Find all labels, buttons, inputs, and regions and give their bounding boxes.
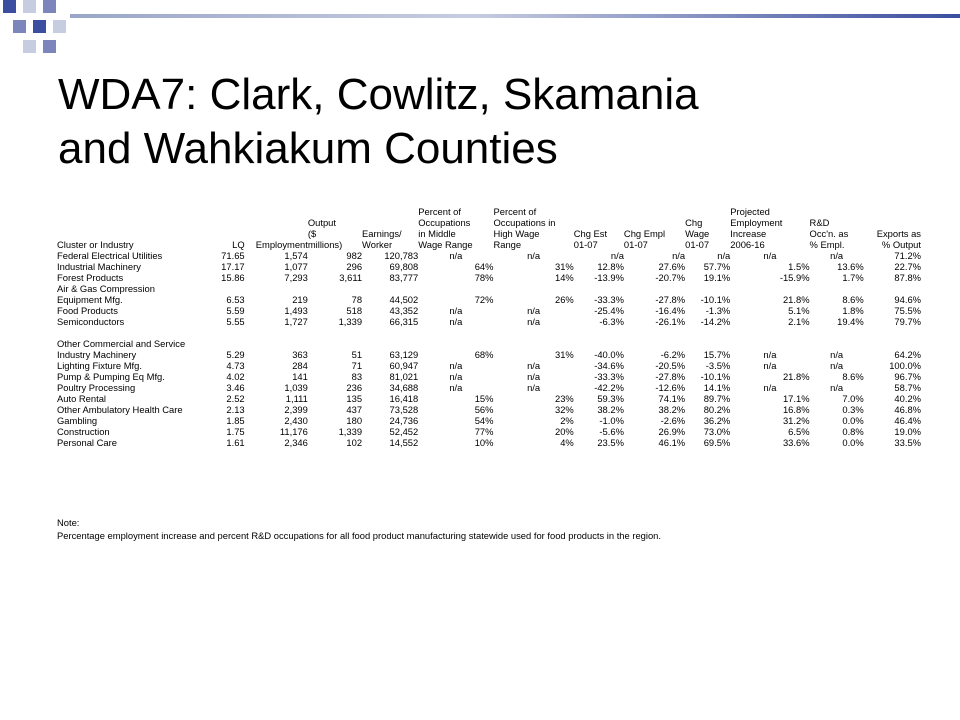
cell-projected: 33.6% [782,437,810,448]
table-row [57,338,921,349]
cell-exports: 22.7% [894,261,921,272]
cell-chg-est [574,327,624,338]
cell-chg-empl: 27.6% [658,261,686,272]
cell-chg-wage: 14.1% [703,382,731,393]
table-row [57,371,921,382]
cell-chg-wage: n/a [717,250,731,261]
decor-square-6 [53,20,66,33]
cell-projected [730,283,809,294]
cell-chg-est: -33.3% [594,294,624,305]
cell-lq: 2.52 [226,393,245,404]
cell-exports: 46.8% [894,404,921,415]
decor-square-4 [13,20,26,33]
cell-middle-wage: 64% [474,261,494,272]
cell-lq [208,338,245,349]
cell-chg-empl: 38.2% [658,404,686,415]
col-header-rd: R&D Occ'n. as % Empl. [809,217,849,250]
cell-projected: 17.1% [782,393,810,404]
cell-high-wage: 23% [554,393,574,404]
col-header-projected: Projected Employment Increase 2006-16 [730,206,783,250]
cell-exports [864,283,921,294]
cell-cluster: Auto Rental [57,393,106,404]
cell-chg-wage: 73.0% [703,426,731,437]
cell-cluster: Federal Electrical Utilities [57,250,163,261]
cell-chg-wage: -14.2% [700,316,731,327]
cell-projected [730,338,809,349]
cell-rd: 7.0% [842,393,864,404]
cell-cluster: Other Ambulatory Health Care [57,404,183,415]
cell-output: 518 [346,305,363,316]
col-header-middle-wage: Percent of Occupations in Middle Wage Range [418,206,473,250]
cell-earnings: 69,808 [389,261,419,272]
cell-chg-empl: 26.9% [658,426,686,437]
decor-square-1 [3,0,16,13]
cell-earnings: 43,352 [389,305,419,316]
cell-middle-wage: n/a [449,382,463,393]
decor-square-7 [23,40,36,53]
cell-earnings: 24,736 [389,415,419,426]
slide-title [58,68,938,176]
cell-chg-est: n/a [610,250,624,261]
cell-exports: 87.8% [894,272,921,283]
cell-exports: 40.2% [894,393,921,404]
cell-chg-empl: -2.6% [660,415,686,426]
table-row [57,393,921,404]
decor-square-8 [43,40,56,53]
cell-exports [864,338,921,349]
cell-employment: 141 [292,371,308,382]
table-row [57,294,921,305]
cell-high-wage: 31% [554,261,574,272]
cell-chg-wage: 80.2% [703,404,731,415]
cell-cluster: Industry Machinery [57,349,137,360]
cell-employment: 2,399 [284,404,308,415]
cell-high-wage: 31% [554,349,574,360]
table-row [57,272,921,283]
cell-middle-wage: 77% [474,426,494,437]
cell-chg-est: -33.3% [594,371,624,382]
cell-rd: 13.6% [837,261,864,272]
cell-chg-wage: 57.7% [703,261,731,272]
cell-projected [730,327,809,338]
cell-lq: 1.61 [226,437,245,448]
cell-projected: 2.1% [788,316,810,327]
cell-rd: 19.4% [837,316,864,327]
cell-chg-wage: -10.1% [700,371,731,382]
cell-earnings: 44,502 [389,294,419,305]
table-row [57,283,921,294]
cell-middle-wage [418,283,493,294]
cell-exports: 46.4% [894,415,921,426]
cell-projected: 21.8% [782,371,810,382]
cell-rd: n/a [830,382,844,393]
cell-employment: 1,493 [284,305,308,316]
cell-chg-est: 23.5% [597,437,624,448]
cell-middle-wage: n/a [449,360,463,371]
cell-chg-empl: -20.5% [655,360,686,371]
cell-projected: 1.5% [788,261,810,272]
cell-projected: n/a [763,382,777,393]
table-row [57,415,921,426]
cell-output: 437 [346,404,363,415]
table-row [57,426,921,437]
cell-high-wage [493,283,573,294]
cell-employment [245,338,308,349]
decor-square-2 [23,0,36,13]
cell-output [308,327,362,338]
cell-output: 1,339 [338,426,363,437]
cell-chg-est: -25.4% [594,305,624,316]
cell-output: 51 [351,349,363,360]
cell-output: 71 [351,360,363,371]
cell-chg-wage: 15.7% [703,349,731,360]
cell-cluster: Food Products [57,305,118,316]
cell-cluster [57,327,208,338]
table-row [57,437,921,448]
cell-chg-empl [624,338,685,349]
cell-lq [208,327,245,338]
cell-rd: 1.7% [842,272,864,283]
cell-output: 135 [346,393,363,404]
cell-rd: n/a [830,349,844,360]
cell-chg-wage: 89.7% [703,393,731,404]
cell-exports: 96.7% [894,371,921,382]
table-row [57,261,921,272]
cell-middle-wage: n/a [449,305,463,316]
cell-lq: 4.73 [226,360,245,371]
cell-chg-empl [624,283,685,294]
cell-chg-wage: 19.1% [703,272,731,283]
cell-chg-est [574,283,624,294]
cell-middle-wage: 54% [474,415,494,426]
cell-earnings [362,327,418,338]
cell-employment [245,327,308,338]
cell-exports: 79.7% [894,316,921,327]
cell-employment: 1,727 [284,316,308,327]
cell-chg-empl: -27.8% [655,294,686,305]
cell-chg-empl [624,327,685,338]
cell-earnings [362,283,418,294]
cell-high-wage: n/a [527,305,541,316]
table-row [57,327,921,338]
col-header-chg-wage: Chg Wage 01-07 [685,217,710,250]
cell-high-wage: 32% [554,404,574,415]
cell-employment: 363 [292,349,308,360]
cell-chg-est: -40.0% [594,349,624,360]
cell-exports: 71.2% [894,250,921,261]
cell-chg-empl: -16.4% [655,305,686,316]
cell-employment: 2,346 [284,437,308,448]
cell-rd [810,283,864,294]
cell-employment: 11,176 [279,426,308,437]
table-row [57,349,921,360]
cell-lq: 15.86 [221,272,245,283]
cell-chg-est: -34.6% [594,360,624,371]
cell-rd: n/a [830,360,844,371]
col-header-chg-empl: Chg Empl 01-07 [623,228,666,250]
cell-cluster: Semiconductors [57,316,125,327]
cell-rd [810,338,864,349]
cell-middle-wage: n/a [449,371,463,382]
cell-chg-est: 38.2% [597,404,624,415]
cell-lq: 4.02 [226,371,245,382]
cell-employment [245,283,308,294]
cell-earnings: 60,947 [389,360,419,371]
cell-chg-empl: -12.6% [655,382,686,393]
cell-middle-wage: n/a [449,316,463,327]
cell-exports [864,327,921,338]
cell-rd [810,327,864,338]
cell-chg-wage: 36.2% [703,415,731,426]
cell-chg-est: 12.8% [597,261,624,272]
cell-lq: 1.85 [226,415,245,426]
cell-projected: 6.5% [788,426,810,437]
cell-employment: 2,430 [284,415,308,426]
cell-output: 3,611 [339,272,363,283]
cell-middle-wage: 15% [474,393,494,404]
cell-middle-wage [418,327,493,338]
cell-chg-est: 59.3% [597,393,624,404]
cell-lq: 3.46 [226,382,245,393]
cell-exports: 33.5% [894,437,921,448]
cell-earnings [362,338,418,349]
table-row [57,382,921,393]
cell-cluster: Equipment Mfg. [57,294,123,305]
cell-chg-wage [685,283,730,294]
cell-projected: n/a [763,360,777,371]
cell-projected: n/a [763,349,777,360]
cell-rd: 8.6% [842,294,864,305]
cell-rd: 1.8% [842,305,864,316]
cell-middle-wage: n/a [449,250,463,261]
cell-earnings: 83,777 [389,272,419,283]
cell-high-wage: n/a [527,382,541,393]
cell-lq: 71.65 [221,250,245,261]
cell-chg-empl: 46.1% [658,437,686,448]
cell-chg-empl: -27.8% [655,371,686,382]
cell-lq: 5.59 [226,305,245,316]
cell-cluster: Air & Gas Compression [57,283,155,294]
table-row [57,316,921,327]
note-heading: Note: [57,517,80,528]
cell-exports: 19.0% [894,426,921,437]
cell-lq: 2.13 [226,404,245,415]
cell-chg-wage: 69.5% [703,437,731,448]
cell-rd: 8.6% [842,371,864,382]
cell-employment: 1,077 [284,261,308,272]
cell-cluster: Gambling [57,415,98,426]
cell-chg-empl: 74.1% [658,393,686,404]
cell-cluster: Forest Products [57,272,124,283]
cell-output: 78 [351,294,363,305]
cell-cluster: Other Commercial and Service [57,338,186,349]
cell-high-wage [493,338,573,349]
cell-chg-wage: -10.1% [700,294,731,305]
cell-output: 1,339 [338,316,363,327]
cell-projected: 5.1% [788,305,810,316]
col-header-chg-est: Chg Est 01-07 [573,228,608,250]
cell-exports: 64.2% [894,349,921,360]
cell-chg-wage: -3.5% [705,360,731,371]
cell-high-wage: 2% [560,415,574,426]
cell-middle-wage: 68% [474,349,494,360]
cell-rd: n/a [830,250,844,261]
cell-chg-empl: -6.2% [660,349,686,360]
cell-lq: 5.29 [226,349,245,360]
cell-projected: 16.8% [782,404,810,415]
cell-rd: 0.0% [842,415,864,426]
col-header-employment: Employment [255,239,308,250]
cell-output: 982 [346,250,363,261]
cell-cluster: Lighting Fixture Mfg. [57,360,142,371]
cell-middle-wage: 72% [474,294,494,305]
table-row [57,360,921,371]
cell-output: 83 [351,371,363,382]
cell-employment: 7,293 [284,272,308,283]
cell-chg-empl: -26.1% [655,316,686,327]
cell-high-wage: 26% [554,294,574,305]
cell-earnings: 52,452 [389,426,419,437]
cell-chg-empl: -20.7% [655,272,686,283]
title-line-2: and Wahkiakum Counties [58,124,558,173]
cell-employment: 284 [292,360,308,371]
cell-rd: 0.0% [842,437,864,448]
cell-exports: 94.6% [894,294,921,305]
col-header-cluster: Cluster or Industry [57,239,134,250]
cell-earnings: 63,129 [389,349,419,360]
col-header-earnings: Earnings/ Worker [362,228,402,250]
cell-chg-est [574,338,624,349]
cell-rd: 0.3% [842,404,864,415]
cell-exports: 100.0% [889,360,921,371]
cell-chg-est: -13.9% [594,272,624,283]
header-gradient-bar [70,14,960,18]
industry-cluster-table [57,202,921,448]
decor-square-3 [43,0,56,13]
cell-chg-wage [685,338,730,349]
col-header-high-wage: Percent of Occupations in High Wage Range [493,206,556,250]
cell-output: 236 [346,382,363,393]
cell-projected: -15.9% [779,272,810,283]
cell-earnings: 34,688 [389,382,419,393]
table-row [57,305,921,316]
cell-chg-est: -1.0% [599,415,624,426]
cell-employment: 1,111 [285,393,308,404]
col-header-exports: Exports as % Output [876,228,921,250]
cell-high-wage: 14% [554,272,574,283]
col-header-output: Output ($ millions) [307,217,343,250]
note-text: Percentage employment increase and percent R&D occupations for all food product manufacturing statewide used for food products in the region. [57,530,661,541]
table-body [57,250,921,448]
cell-high-wage: n/a [527,360,541,371]
cell-lq: 6.53 [226,294,245,305]
cell-chg-empl: n/a [672,250,686,261]
cell-projected: n/a [763,250,777,261]
cell-chg-est: -42.2% [594,382,624,393]
cell-middle-wage [418,338,493,349]
cell-earnings: 73,528 [389,404,419,415]
cell-chg-est: -6.3% [599,316,624,327]
cell-lq: 1.75 [226,426,245,437]
cell-exports: 58.7% [894,382,921,393]
table-row [57,250,921,261]
cell-earnings: 81,021 [389,371,419,382]
cell-high-wage [493,327,573,338]
cell-projected: 21.8% [782,294,810,305]
cell-output: 180 [346,415,363,426]
cell-employment: 1,039 [284,382,308,393]
cell-middle-wage: 10% [474,437,494,448]
cell-output: 296 [346,261,363,272]
cell-earnings: 14,552 [389,437,419,448]
cell-chg-wage: -1.3% [705,305,731,316]
cell-output [308,338,362,349]
cell-cluster: Poultry Processing [57,382,136,393]
cell-earnings: 120,783 [384,250,419,261]
cell-high-wage: n/a [527,250,541,261]
cell-projected: 31.2% [782,415,810,426]
title-line-1: WDA7: Clark, Cowlitz, Skamania [58,70,699,119]
cell-chg-wage [685,327,730,338]
cell-lq: 17.17 [221,261,245,272]
cell-high-wage: 4% [560,437,574,448]
table-row [57,404,921,415]
cell-earnings: 16,418 [389,393,419,404]
cell-exports: 75.5% [894,305,921,316]
cell-employment: 1,574 [284,250,308,261]
cell-rd: 0.8% [842,426,864,437]
table-note [57,516,661,542]
cell-cluster: Personal Care [57,437,117,448]
cell-high-wage: n/a [527,316,541,327]
cell-lq [208,283,245,294]
decor-square-5 [33,20,46,33]
cell-employment: 219 [292,294,308,305]
table-header-row [57,202,921,250]
cell-middle-wage: 56% [474,404,494,415]
cell-chg-est: -5.6% [599,426,624,437]
cell-earnings: 66,315 [389,316,419,327]
cell-output: 102 [346,437,363,448]
cell-cluster: Industrial Machinery [57,261,141,272]
col-header-lq: LQ [232,239,245,250]
cell-output [308,283,362,294]
cell-middle-wage: 78% [474,272,494,283]
cell-high-wage: n/a [527,371,541,382]
cell-lq: 5.55 [226,316,245,327]
cell-cluster: Pump & Pumping Eq Mfg. [57,371,165,382]
cell-high-wage: 20% [554,426,574,437]
cell-cluster: Construction [57,426,110,437]
